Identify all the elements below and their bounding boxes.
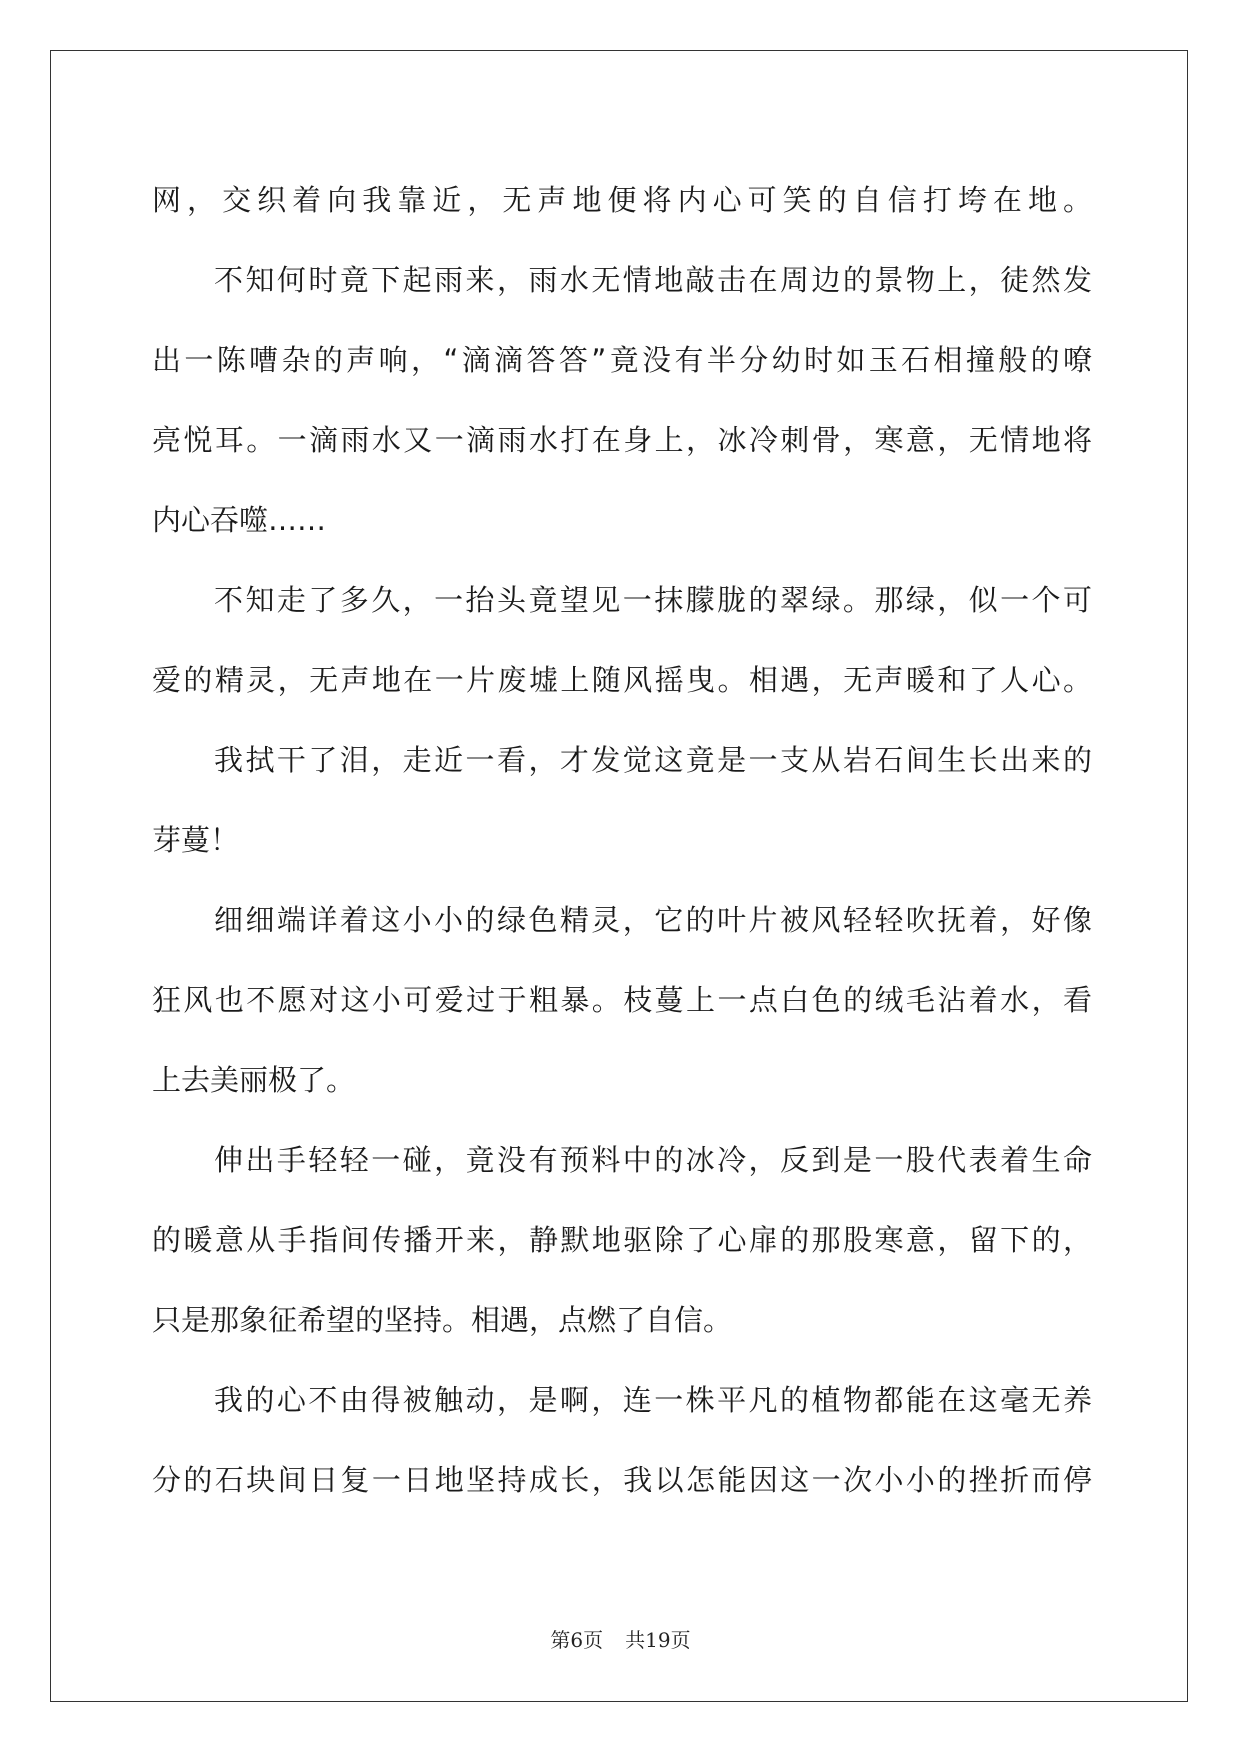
- text-line: 爱的精灵，无声地在一片废墟上随风摇曳。相遇，无声暖和了人心。: [152, 663, 1092, 697]
- text-line: 狂风也不愿对这小可爱过于粗暴。枝蔓上一点白色的绒毛沾着水，看: [152, 983, 1092, 1017]
- paragraph-start-line: 细细端详着这小小的绿色精灵，它的叶片被风轻轻吹抚着，好像: [214, 903, 1092, 937]
- document-body: [152, 160, 1092, 1520]
- text-line: 只是那象征希望的坚持。相遇，点燃了自信。: [152, 1303, 733, 1337]
- text-line: 的暖意从手指间传播开来，静默地驱除了心扉的那股寒意，留下的，: [152, 1223, 1092, 1257]
- paragraph-start-line: 我的心不由得被触动，是啊，连一株平凡的植物都能在这毫无养: [214, 1383, 1092, 1417]
- text-line: 上去美丽极了。: [152, 1063, 356, 1097]
- page-footer: [0, 1624, 1241, 1653]
- page-number: 第6页: [550, 1628, 604, 1652]
- paragraph-start-line: 我拭干了泪，走近一看，才发觉这竟是一支从岩石间生长出来的: [214, 743, 1092, 777]
- text-line: 分的石块间日复一日地坚持成长，我以怎能因这一次小小的挫折而停: [152, 1463, 1092, 1497]
- page-total: 共19页: [625, 1628, 691, 1652]
- text-line: 芽蔓！: [152, 823, 240, 857]
- text-line: 网，交织着向我靠近，无声地便将内心可笑的自信打垮在地。: [152, 183, 1092, 217]
- text-line: 内心吞噬……: [152, 503, 327, 537]
- paragraph-start-line: 伸出手轻轻一碰，竟没有预料中的冰冷，反到是一股代表着生命: [214, 1143, 1092, 1177]
- text-line: 亮悦耳。一滴雨水又一滴雨水打在身上，冰冷刺骨，寒意，无情地将: [152, 423, 1092, 457]
- paragraph-start-line: 不知走了多久，一抬头竟望见一抹朦胧的翠绿。那绿，似一个可: [214, 583, 1092, 617]
- paragraph-start-line: 不知何时竟下起雨来，雨水无情地敲击在周边的景物上，徒然发: [214, 263, 1092, 297]
- text-line: 出一陈嘈杂的声响，“滴滴答答”竟没有半分幼时如玉石相撞般的嘹: [152, 343, 1092, 377]
